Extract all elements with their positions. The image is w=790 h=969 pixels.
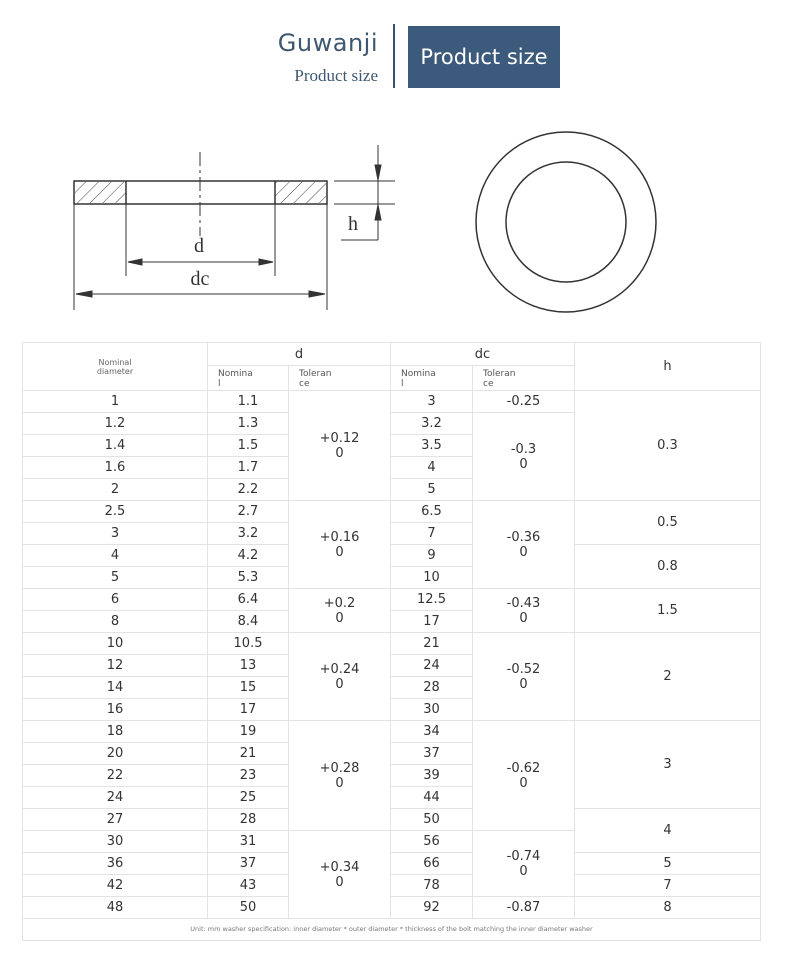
tolerance-upper: -0.43: [506, 595, 541, 611]
d-nominal-cell: 50: [208, 897, 289, 919]
dc-nominal-cell: 24: [391, 655, 473, 677]
tolerance-upper: +0.28: [319, 760, 360, 776]
dc-tolerance-cell: [473, 831, 575, 897]
table-row: [23, 633, 761, 655]
dc-nominal-cell: 17: [391, 611, 473, 633]
d-nominal-cell: 25: [208, 787, 289, 809]
h-cell: 5: [575, 853, 761, 875]
nominal-diameter-cell: 48: [23, 897, 208, 919]
d-nominal-cell: 15: [208, 677, 289, 699]
d-nominal-cell: 1.5: [208, 435, 289, 457]
table-row: [23, 391, 761, 413]
table-row: [23, 897, 761, 919]
dc-tolerance-cell: [473, 633, 575, 721]
h-cell: 7: [575, 875, 761, 897]
header-d-nominal: Nomina l: [208, 366, 289, 391]
d-nominal-cell: 23: [208, 765, 289, 787]
dc-nominal-cell: 78: [391, 875, 473, 897]
d-nominal-cell: 43: [208, 875, 289, 897]
tolerance-upper: -0.52: [506, 661, 541, 677]
d-nominal-cell: 8.4: [208, 611, 289, 633]
h-cell: 0.3: [575, 391, 761, 501]
d-nominal-cell: 2.7: [208, 501, 289, 523]
dc-tolerance-cell: [473, 589, 575, 633]
h-cell: 0.8: [575, 545, 761, 589]
label-d: d: [194, 235, 204, 257]
tolerance-lower: 0: [519, 676, 528, 692]
d-tolerance-cell: [289, 633, 391, 721]
d-nominal-cell: 37: [208, 853, 289, 875]
h-cell: 2: [575, 633, 761, 721]
nominal-diameter-cell: 20: [23, 743, 208, 765]
nominal-diameter-cell: 5: [23, 567, 208, 589]
d-nominal-cell: 5.3: [208, 567, 289, 589]
dc-nominal-cell: 7: [391, 523, 473, 545]
table-row: [23, 875, 761, 897]
washer-top-view: [476, 132, 656, 312]
table-row: [23, 545, 761, 567]
header-divider: [393, 24, 395, 88]
d-tolerance-cell: [289, 721, 391, 831]
table-note: Unit: mm washer specification: inner diameter * outer diameter * thickness of the bolt matching the inner diameter washer: [23, 919, 761, 941]
header-d-tolerance: Toleran ce: [289, 366, 391, 391]
h-cell: 8: [575, 897, 761, 919]
tolerance-upper: -0.3: [510, 441, 537, 457]
h-cell: 4: [575, 809, 761, 853]
nominal-diameter-cell: 8: [23, 611, 208, 633]
product-size-table: [22, 342, 761, 941]
tolerance-upper: -0.36: [506, 529, 541, 545]
table-row: [23, 589, 761, 611]
tolerance-upper: -0.25: [506, 394, 541, 409]
dc-nominal-cell: 21: [391, 633, 473, 655]
tolerance-upper: -0.74: [506, 848, 541, 864]
nominal-diameter-cell: 10: [23, 633, 208, 655]
d-tolerance-cell: [289, 589, 391, 633]
header-d: d: [208, 343, 391, 366]
tolerance-lower: 0: [335, 610, 344, 626]
d-tolerance-cell: [289, 831, 391, 919]
d-nominal-cell: 1.3: [208, 413, 289, 435]
header-dc: dc: [391, 343, 575, 366]
nominal-diameter-cell: 22: [23, 765, 208, 787]
washer-diagram: [0, 130, 790, 330]
header-h: h: [575, 343, 761, 391]
d-nominal-cell: 17: [208, 699, 289, 721]
tolerance-lower: 0: [519, 544, 528, 560]
nominal-diameter-cell: 16: [23, 699, 208, 721]
d-nominal-cell: 13: [208, 655, 289, 677]
dc-nominal-cell: 34: [391, 721, 473, 743]
tolerance-lower: 0: [519, 863, 528, 879]
dc-nominal-cell: 66: [391, 853, 473, 875]
note-row: [23, 919, 761, 941]
nominal-diameter-cell: 1.2: [23, 413, 208, 435]
d-nominal-cell: 2.2: [208, 479, 289, 501]
dc-nominal-cell: 3.2: [391, 413, 473, 435]
nominal-diameter-cell: 36: [23, 853, 208, 875]
dimension-h: [334, 145, 395, 240]
nominal-diameter-cell: 14: [23, 677, 208, 699]
dc-nominal-cell: 12.5: [391, 589, 473, 611]
tolerance-lower: 0: [335, 544, 344, 560]
header-dc-tolerance: Toleran ce: [473, 366, 575, 391]
nominal-diameter-cell: 12: [23, 655, 208, 677]
brand-subtitle: Product size: [294, 66, 378, 85]
h-cell: 0.5: [575, 501, 761, 545]
tolerance-upper: +0.16: [319, 529, 360, 545]
brand-name: Guwanji: [277, 29, 378, 57]
nominal-diameter-cell: 18: [23, 721, 208, 743]
page-header: [0, 0, 790, 110]
dimension-dc: [74, 204, 327, 310]
nominal-diameter-cell: 27: [23, 809, 208, 831]
dc-nominal-cell: 4: [391, 457, 473, 479]
d-nominal-cell: 19: [208, 721, 289, 743]
h-cell: 1.5: [575, 589, 761, 633]
d-tolerance-cell: [289, 501, 391, 589]
header-row-1: [23, 343, 761, 366]
tolerance-upper: +0.12: [319, 430, 360, 446]
d-tolerance-cell: [289, 391, 391, 501]
dc-tolerance-cell: [473, 413, 575, 501]
dc-nominal-cell: 37: [391, 743, 473, 765]
dc-nominal-cell: 3: [391, 391, 473, 413]
tolerance-lower: 0: [335, 775, 344, 791]
tolerance-lower: 0: [519, 456, 528, 472]
table-row: [23, 721, 761, 743]
d-nominal-cell: 4.2: [208, 545, 289, 567]
dc-nominal-cell: 39: [391, 765, 473, 787]
dc-nominal-cell: 6.5: [391, 501, 473, 523]
dc-tolerance-cell: [473, 501, 575, 589]
tolerance-lower: 0: [519, 610, 528, 626]
table-row: [23, 501, 761, 523]
tolerance-lower: 0: [335, 676, 344, 692]
dc-nominal-cell: 3.5: [391, 435, 473, 457]
nominal-diameter-cell: 24: [23, 787, 208, 809]
nominal-diameter-cell: 2.5: [23, 501, 208, 523]
tolerance-upper: -0.62: [506, 760, 541, 776]
dc-nominal-cell: 50: [391, 809, 473, 831]
nominal-diameter-cell: 42: [23, 875, 208, 897]
table-row: [23, 853, 761, 875]
dc-tolerance-cell: [473, 721, 575, 831]
d-nominal-cell: 21: [208, 743, 289, 765]
label-h: h: [348, 213, 358, 235]
h-cell: 3: [575, 721, 761, 809]
nominal-diameter-cell: 1.6: [23, 457, 208, 479]
dc-nominal-cell: 56: [391, 831, 473, 853]
d-nominal-cell: 28: [208, 809, 289, 831]
header-nominal-diameter: Nominal diameter: [23, 343, 208, 391]
nominal-diameter-cell: 6: [23, 589, 208, 611]
dc-nominal-cell: 44: [391, 787, 473, 809]
nominal-diameter-cell: 30: [23, 831, 208, 853]
dc-nominal-cell: 5: [391, 479, 473, 501]
dc-tolerance-cell: [473, 897, 575, 919]
nominal-diameter-cell: 2: [23, 479, 208, 501]
nominal-diameter-cell: 1.4: [23, 435, 208, 457]
dc-nominal-cell: 9: [391, 545, 473, 567]
brand-block: [278, 28, 378, 86]
nominal-diameter-cell: 3: [23, 523, 208, 545]
d-nominal-cell: 31: [208, 831, 289, 853]
tolerance-upper: -0.87: [506, 900, 541, 915]
tolerance-lower: 0: [335, 445, 344, 461]
d-nominal-cell: 1.1: [208, 391, 289, 413]
nominal-diameter-cell: 1: [23, 391, 208, 413]
dc-nominal-cell: 92: [391, 897, 473, 919]
tolerance-lower: 0: [519, 775, 528, 791]
d-nominal-cell: 1.7: [208, 457, 289, 479]
d-nominal-cell: 3.2: [208, 523, 289, 545]
nominal-diameter-cell: 4: [23, 545, 208, 567]
product-size-badge: Product size: [408, 26, 560, 88]
dc-nominal-cell: 10: [391, 567, 473, 589]
d-nominal-cell: 10.5: [208, 633, 289, 655]
tolerance-lower: 0: [335, 874, 344, 890]
dc-tolerance-cell: [473, 391, 575, 413]
table-row: [23, 809, 761, 831]
dc-nominal-cell: 28: [391, 677, 473, 699]
tolerance-upper: +0.2: [323, 595, 356, 611]
d-nominal-cell: 6.4: [208, 589, 289, 611]
tolerance-upper: +0.34: [319, 859, 360, 875]
tolerance-upper: +0.24: [319, 661, 360, 677]
header-dc-nominal: Nomina l: [391, 366, 473, 391]
label-dc: dc: [190, 268, 210, 290]
dc-nominal-cell: 30: [391, 699, 473, 721]
